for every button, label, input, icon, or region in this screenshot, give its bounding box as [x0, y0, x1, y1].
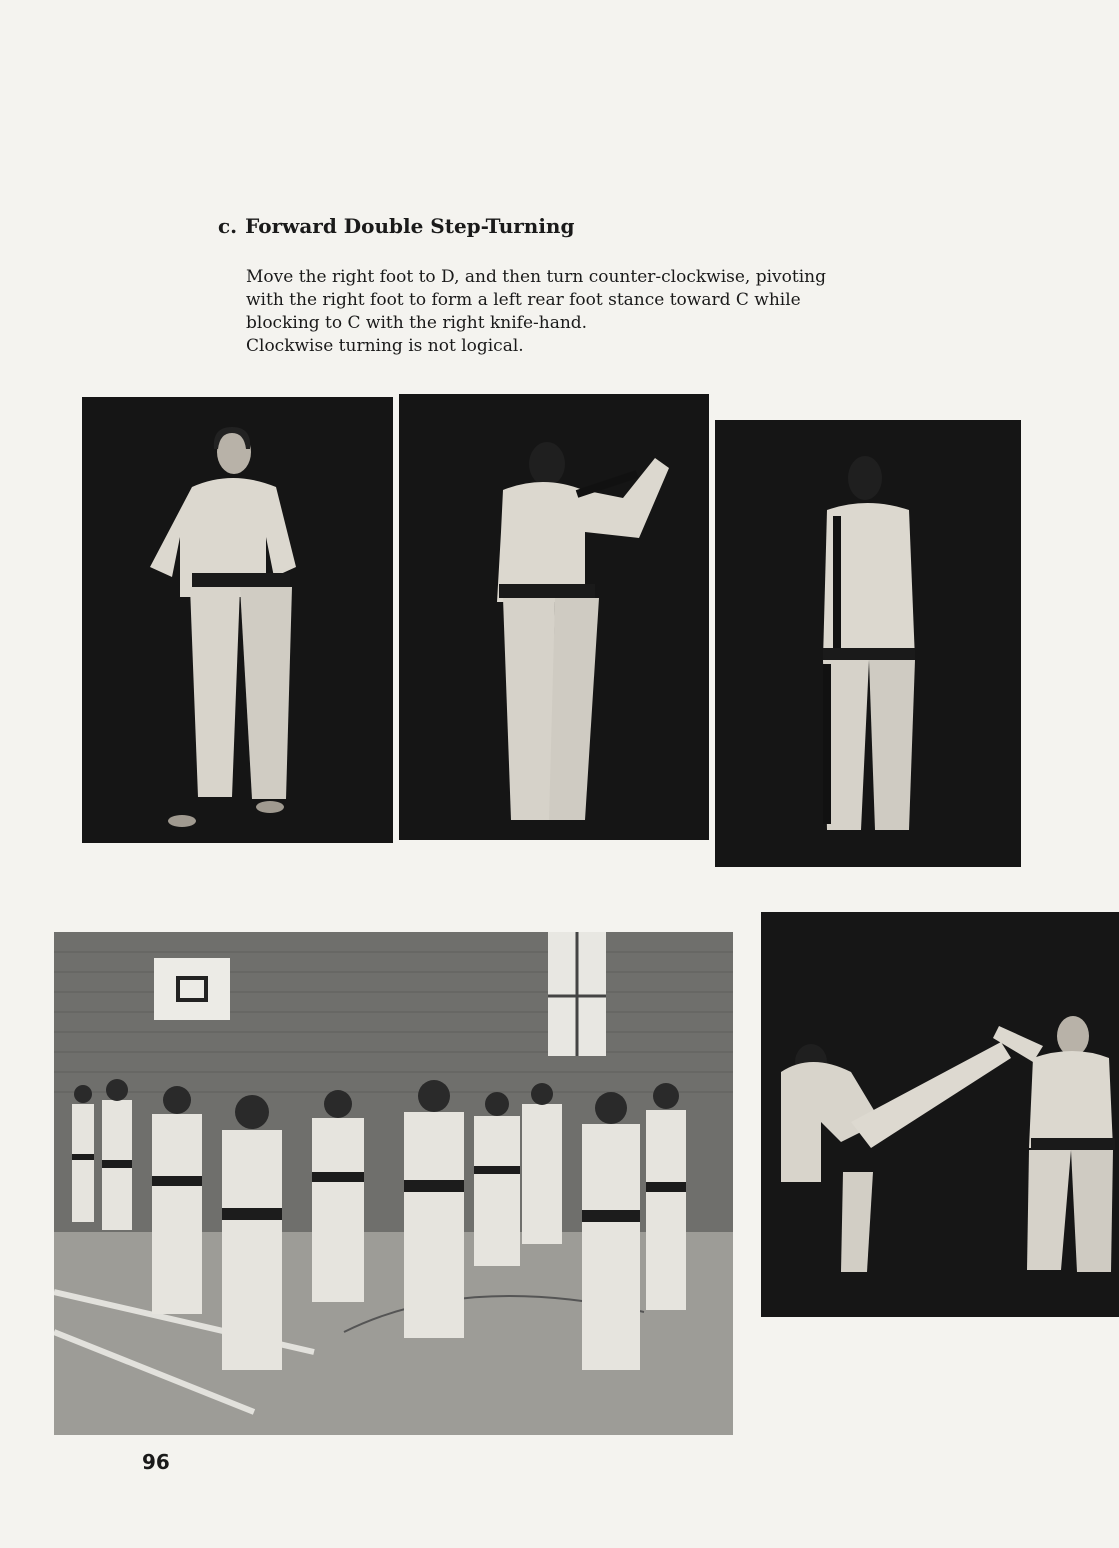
photo-rear-foot-stance: [715, 420, 1021, 867]
section-marker: c.: [218, 214, 238, 238]
instruction-line: Move the right foot to D, and then turn counter-clockwise, pivoting: [246, 267, 826, 287]
photo-gymnasium-group: [54, 932, 733, 1435]
section-title: Forward Double Step-Turning: [245, 214, 575, 238]
instruction-line: Clockwise turning is not logical.: [246, 336, 524, 356]
page-number: 96: [142, 1450, 170, 1474]
section-heading: [218, 214, 574, 238]
photo-turning-back: [399, 394, 709, 840]
photo-high-kick: [761, 912, 1119, 1317]
instruction-line: with the right foot to form a left rear foot stance toward C while: [246, 290, 801, 310]
instruction-line: blocking to C with the right knife-hand.: [246, 313, 588, 333]
instruction-text: [246, 266, 966, 358]
photo-front-stance: [82, 397, 393, 843]
